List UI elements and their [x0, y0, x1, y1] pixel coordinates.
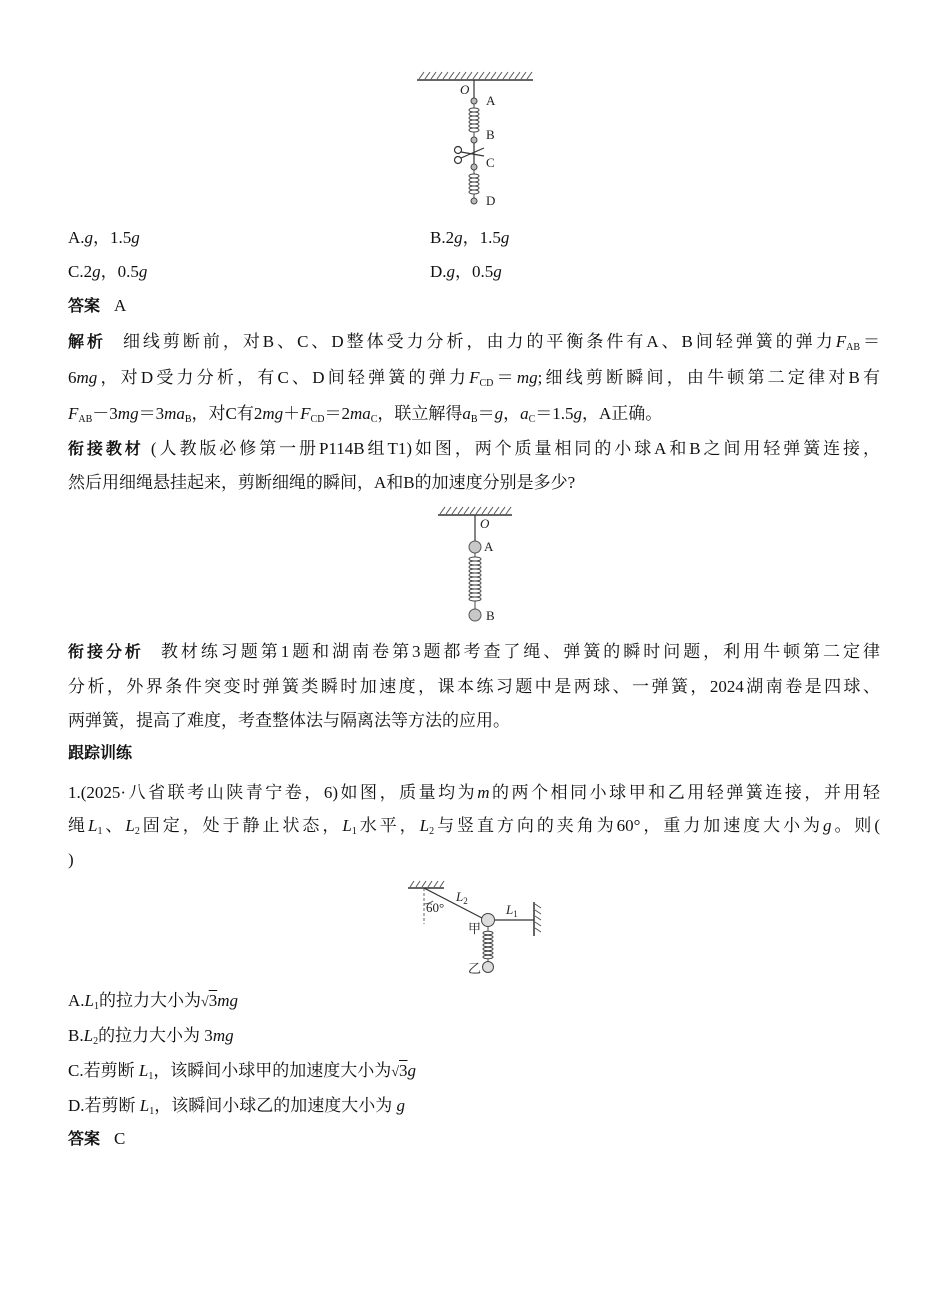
ball-a: [469, 541, 481, 553]
ceiling-hatch-3: [408, 881, 444, 888]
q1-option-b: $B.L_2$的拉力大小为 3mg: [68, 1026, 234, 1047]
label-jia: 甲: [468, 921, 482, 936]
label-d: D: [486, 193, 496, 208]
option-c: C.2g，0.5g: [68, 262, 148, 281]
option-d: D.g，0.5g: [430, 262, 502, 281]
label-b: B: [486, 608, 495, 623]
link-analysis-line-1: 衔接分析 教材练习题第1题和湖南卷第3题都考查了绳、弹簧的瞬时问题，利用牛顿第二定律: [68, 642, 880, 661]
ball-yi: [483, 962, 494, 973]
q1-line-3: ): [68, 850, 74, 869]
label-o: O: [480, 516, 490, 531]
option-a: A.g，1.5g: [68, 228, 140, 247]
right-wall: [534, 902, 541, 936]
q1-option-c: C.若剪断 $L_1$，该瞬间小球甲的加速度大小为√3g: [68, 1061, 416, 1082]
answer-2: 答案 C: [68, 1129, 126, 1148]
ball-b: [469, 609, 481, 621]
analysis-line-1: 解析 细线剪断前，对B、C、D整体受力分析，由力的平衡条件有A、B间轻弹簧的弹力$F_{AB}=$: [68, 332, 880, 353]
link-analysis-line-2: 分析，外界条件突变时弹簧类瞬时加速度，课本练习题中是两球、一弹簧，2024湖南卷是四球、: [68, 677, 880, 696]
ball-c: [471, 164, 477, 170]
spring-cd: [469, 170, 479, 198]
textbook-line-1: 衔接教材 (人教版必修第一册P114B组T1)如图，两个质量相同的小球A和B之间用轻弹簧连接，: [68, 439, 880, 458]
ceiling-hatch-2: [438, 507, 512, 515]
spring-ab: [469, 104, 479, 137]
angle-label: 60°: [426, 900, 445, 915]
spring-ab: [469, 553, 481, 609]
analysis-line-2: 6mg，对D受力分析，有C、D间轻弹簧的弹力$F_{CD}=mg$;细线剪断瞬间，由牛顿第二定律对B有: [68, 368, 880, 389]
label-c: C: [486, 155, 495, 170]
label-a: A: [486, 93, 496, 108]
label-l2: $L_2$: [456, 889, 468, 906]
q1-option-a: $A.L_1$的拉力大小为√3mg: [68, 991, 238, 1012]
answer-1: 答案 A: [68, 296, 127, 315]
ball-b: [471, 137, 477, 143]
ball-d: [471, 198, 477, 204]
label-yi: 乙: [468, 961, 482, 976]
figure-two-balls: [430, 503, 530, 627]
label-a: A: [484, 539, 494, 554]
section-title: 跟踪训练: [68, 743, 133, 762]
link-analysis-line-3: 两弹簧，提高了难度，考查整体法与隔离法等方法的应用。: [68, 711, 510, 730]
q1-option-d: D.若剪断 $L_1$，该瞬间小球乙的加速度大小为 g: [68, 1096, 405, 1117]
textbook-line-2: 然后用细绳悬挂起来，剪断细绳的瞬间，A和B的加速度分别是多少?: [68, 473, 576, 492]
ball-a: [471, 98, 477, 104]
figure-spring-chain: [400, 68, 560, 214]
ball-jia: [482, 914, 495, 927]
label-b: B: [486, 127, 495, 142]
label-o: O: [460, 82, 470, 97]
option-b: B.2g，1.5g: [430, 228, 510, 247]
figure-jia-yi: [400, 878, 550, 978]
spring-jia-yi: [483, 927, 493, 962]
q1-line-2: 绳$L_1$、$L_2$固定，处于静止状态，$L_1$水平，$L_2$与竖直方向的夹角为60°，重力加速度大小为g。则(: [68, 816, 881, 837]
analysis-line-3: $F_{AB}-3mg=3ma_B$，对C有$2mg+F_{CD}=2ma_C$，联立解得$a_B=g$，$a_C=1.5g$，A正确。: [68, 404, 663, 425]
scissors-icon: [455, 147, 485, 164]
ceiling-hatch-1: [417, 72, 533, 80]
label-l1: $L_1$: [506, 902, 518, 919]
q1-line-1: 1.(2025·八省联考山陕青宁卷，6)如图，质量均为m的两个相同小球甲和乙用轻弹簧连接，并用轻: [68, 783, 881, 802]
